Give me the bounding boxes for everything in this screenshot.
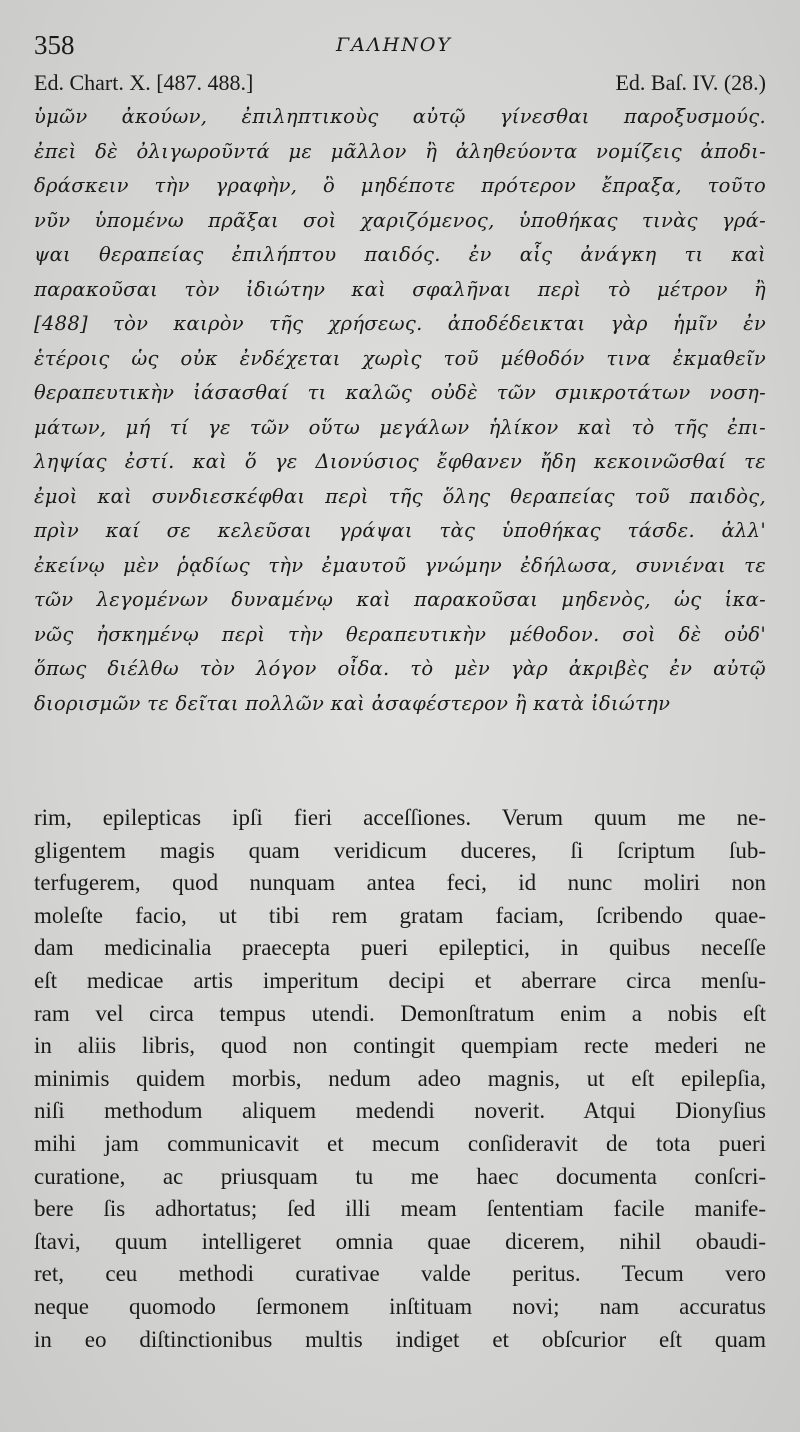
running-head: ΓΑΛΗΝΟΥ xyxy=(336,34,452,56)
latin-text-line: curatione, ac priusquam tu me haec documenta conſcri- xyxy=(34,1163,766,1189)
latin-text-line: ram vel circa tempus utendi. Demonſtratum enim a nobis eſt xyxy=(34,1000,766,1026)
greek-text-line: ἑτέροις ὡς οὐκ ἐνδέχεται χωρὶς τοῦ μέθοδόν τινα ἐκμαθεῖν xyxy=(34,346,766,370)
greek-text-line: [488] τὸν καιρὸν τῆς χρήσεως. ἀποδέδεικται γὰρ ἡμῖν ἐν xyxy=(34,312,766,335)
latin-text-line: eſt medicae artis imperitum decipi et aberrare circa menſu- xyxy=(34,967,766,993)
latin-text-line: terfugerem, quod nunquam antea feci, id nunc moliri non xyxy=(34,870,766,896)
latin-text-line: in aliis libris, quod non contingit quempiam recte mederi ne xyxy=(34,1033,766,1059)
latin-text-line: gligentem magis quam veridicum duceres, ſi ſcriptum ſub- xyxy=(34,837,766,863)
latin-text-line: bere ſis adhortatus; ſed illi meam ſententiam facile manife- xyxy=(34,1196,766,1222)
page-header xyxy=(34,30,764,66)
greek-text-line: δράσκειν τὴν γραφὴν, ὃ μηδέποτε πρότερον ἔπραξα, τοῦτο xyxy=(34,174,766,197)
edition-chart-ref: Ed. Chart. X. [487. 488.] xyxy=(34,70,254,95)
latin-text-block xyxy=(34,802,766,1356)
greek-text-line: μάτων, μή τί γε τῶν οὕτω μεγάλων ἡλίκον καὶ τὸ τῆς ἐπι- xyxy=(34,415,766,439)
latin-text-line: ret, ceu methodi curativae valde peritus. Tecum vero xyxy=(34,1261,766,1287)
latin-text-line: minimis quidem morbis, nedum adeo magnis, ut eſt epilepſia, xyxy=(34,1065,766,1091)
greek-text-line: τῶν λεγομένων δυναμένῳ καὶ παρακοῦσαι μηδενὸς, ὡς ἱκα- xyxy=(34,588,766,611)
greek-text-line: παρακοῦσαι τὸν ἰδιώτην καὶ σφαλῆναι περὶ τὸ μέτρον ἢ xyxy=(34,277,766,301)
latin-text-line: mihi jam communicavit et mecum conſideravit de tota pueri xyxy=(34,1130,766,1156)
greek-text-line: ὑμῶν ἀκούων, ἐπιληπτικοὺς αὐτῷ γίνεσθαι παροξυσμούς. xyxy=(34,105,766,128)
greek-text-line: ὅπως διέλθω τὸν λόγον οἶδα. τὸ μὲν γὰρ ἀκριβὲς ἐν αὐτῷ xyxy=(34,657,766,680)
greek-text-line: ψαι θεραπείας ἐπιλήπτου παιδός. ἐν αἷς ἀνάγκη τι καὶ xyxy=(34,243,766,266)
latin-text-line: rim, epilepticas ipſi fieri acceſſiones. Verum quum me ne- xyxy=(34,805,766,830)
latin-text-line: neque quomodo ſermonem inſtituam novi; nam accuratus xyxy=(34,1293,766,1319)
greek-text-line: νῶς ἠσκημένῳ περὶ τὴν θεραπευτικὴν μέθοδον. σοὶ δὲ οὐδ' xyxy=(34,622,766,646)
greek-text-line: ληψίας ἐστί. καὶ ὅ γε Διονύσιος ἔφθανεν ἤδη κεκοινῶσθαί τε xyxy=(34,450,766,473)
greek-text-line: ἐπεὶ δὲ ὀλιγωροῦντά με μᾶλλον ἢ ἀληθεύοντα νομίζεις ἀποδι- xyxy=(34,139,766,163)
greek-text-line: νῦν ὑπομένω πρᾶξαι σοὶ χαριζόμενος, ὑποθήκας τινὰς γρά- xyxy=(34,208,766,232)
greek-text-line: θεραπευτικὴν ἰάσασθαί τι καλῶς οὐδὲ τῶν σμικροτάτων νοση- xyxy=(34,381,766,404)
greek-text-line: ἐκείνῳ μὲν ῥᾳδίως τὴν ἐμαυτοῦ γνώμην ἐδήλωσα, συνιέναι τε xyxy=(34,553,766,577)
greek-text-block xyxy=(34,100,766,721)
latin-text-line: in eo diſtinctionibus multis indiget et obſcurior eſt quam xyxy=(34,1326,766,1352)
edition-basel-ref: Ed. Baſ. IV. (28.) xyxy=(615,70,766,95)
latin-text-line: moleſte facio, ut tibi rem gratam faciam, ſcribendo quae- xyxy=(34,902,766,928)
latin-text-line: ſtavi, quum intelligeret omnia quae dicerem, nihil obaudi- xyxy=(34,1228,766,1254)
edition-references xyxy=(34,70,766,100)
greek-text-line: πρὶν καί σε κελεῦσαι γράψαι τὰς ὑποθήκας τάσδε. ἀλλ' xyxy=(34,519,766,542)
latin-text-line: niſi methodum aliquem medendi noverit. Atqui Dionyſius xyxy=(34,1098,766,1124)
latin-text-line: dam medicinalia praecepta pueri epileptici, in quibus neceſſe xyxy=(34,935,766,961)
page-number: 358 xyxy=(34,30,75,60)
greek-text-line: διορισμῶν τε δεῖται πολλῶν καὶ ἀσαφέστερον ἢ κατὰ ἰδιώτην xyxy=(34,691,671,715)
greek-text-line: ἐμοὶ καὶ συνδιεσκέφθαι περὶ τῆς ὅλης θεραπείας τοῦ παιδὸς, xyxy=(34,484,766,508)
